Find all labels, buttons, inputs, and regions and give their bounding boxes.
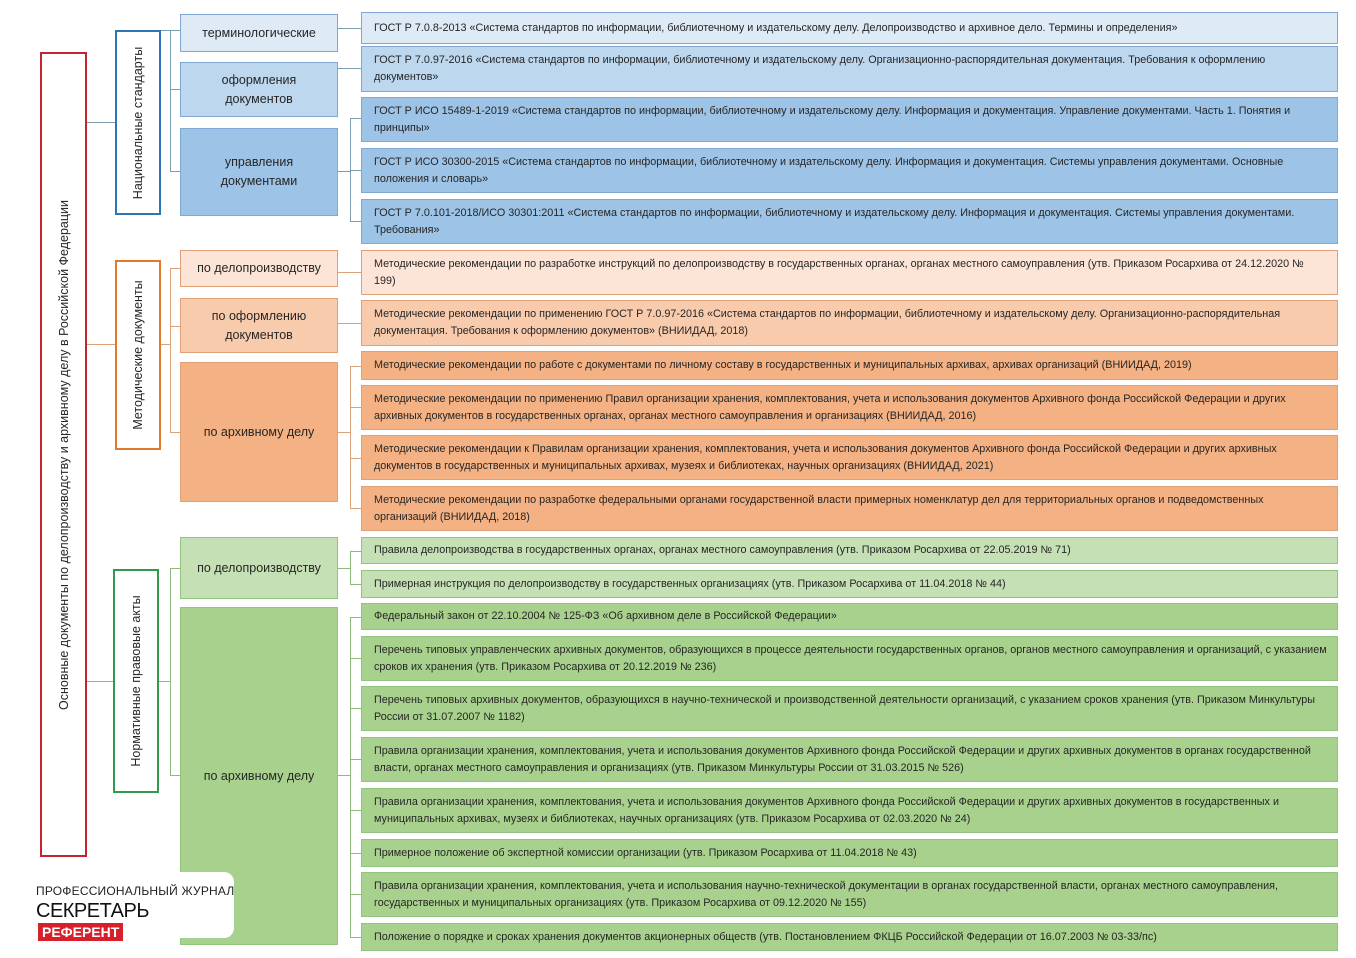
group-label: Нормативные правовые акты: [129, 595, 143, 767]
root-box: [40, 52, 87, 857]
document-text: Правила организации хранения, комплектования, учета и использования документов Архивного фонда Российской Федерации и других архивных документов в органах государственной власти, органах местного самоуправления и организациях (утв. Приказом Минкультуры России от 31.03.2015 № 526): [374, 744, 1311, 774]
connector: [350, 584, 361, 585]
category-label: по архивному делу: [203, 424, 315, 439]
category-label: по делопроизводству: [197, 560, 321, 575]
connector: [350, 617, 361, 618]
category-doc-formatting-methodical: [180, 298, 338, 353]
document-text: Примерное положение об экспертной комиссии организации (утв. Приказом Росархива от 11.04.2018 № 43): [374, 846, 917, 859]
connector: [350, 508, 361, 509]
connector: [170, 568, 171, 775]
connector: [350, 810, 361, 811]
connector: [350, 366, 361, 367]
category-label: по архивному делу: [203, 768, 315, 783]
connector: [350, 894, 361, 895]
document-text: Правила делопроизводства в государственных органах, органах местного самоуправления (утв. Приказом Росархива от 22.05.2019 № 71): [374, 544, 1071, 556]
document-text: Методические рекомендации к Правилам организации хранения, комплектования, учета и использования документов Архивного фонда Российской Федерации и других архивных документов в государственных и муниципальных архивах, музеях и библиотеках, научных организациях (ВНИИДАД, 2021): [374, 442, 1277, 472]
connector: [350, 221, 361, 222]
document-item: [361, 250, 1338, 295]
logo-badge: РЕФЕРЕНТ: [38, 923, 123, 941]
document-item: [361, 385, 1338, 430]
document-text: Примерная инструкция по делопроизводству в государственных организациях (утв. Приказом Росархива от 11.04.2018 № 44): [374, 577, 1006, 590]
connector: [338, 432, 350, 433]
document-text: Федеральный закон от 22.10.2004 № 125-ФЗ «Об архивном деле в Российской Федерации»: [374, 610, 837, 622]
document-text: ГОСТ Р 7.0.101-2018/ИСО 30301:2011 «Система стандартов по информации, библиотечному и издательскому делу. Информация и документация. Системы управления документами. Требования»: [374, 206, 1295, 236]
document-text: Положение о порядке и сроках хранения документов акционерных обществ (утв. Постановлением ФКЦБ Российской Федерации от 16.07.2003 № 03-33/пс): [374, 930, 1157, 943]
document-item: [361, 788, 1338, 833]
category-label: терминологические: [202, 25, 316, 40]
connector: [87, 344, 115, 345]
connector: [350, 708, 361, 709]
document-item: [361, 537, 1338, 564]
document-item: [361, 839, 1338, 867]
connector: [170, 89, 180, 90]
category-records-management: [180, 128, 338, 216]
document-text: ГОСТ Р ИСО 30300-2015 «Система стандартов по информации, библиотечному и издательскому делу. Информация и документация. Системы управления документами. Основные положения и словарь»: [374, 155, 1284, 185]
document-text: Методические рекомендации по разработке федеральными органами государственной власти примерных номенклатур дел для территориальных органов и подведомственных организаций (ВНИИДАД, 2018): [374, 493, 1264, 523]
connector: [350, 658, 361, 659]
logo-subtitle: ПРОФЕССИОНАЛЬНЫЙ ЖУРНАЛ: [36, 884, 235, 898]
document-text: Методические рекомендации по разработке инструкций по делопроизводству в государственных органах, органах местного самоуправления (утв. Приказом Росархива от 24.12.2020 № 199): [374, 257, 1304, 287]
connector: [338, 272, 361, 273]
document-item: [361, 435, 1338, 480]
connector: [350, 551, 361, 552]
connector: [350, 937, 361, 938]
connector: [338, 28, 361, 29]
group-legal-acts: [113, 569, 159, 793]
category-label: оформления документов: [221, 72, 297, 106]
connector: [161, 344, 170, 345]
document-text: Перечень типовых управленческих архивных документов, образующихся в процессе деятельности государственных органов, органов местного самоуправления и организаций, с указанием сроков их хранения (утв. Приказом Росархива от 20.12.2019 № 236): [374, 643, 1327, 673]
group-label: Национальные стандарты: [131, 46, 145, 199]
document-text: Правила организации хранения, комплектования, учета и использования научно-технической документации в органах государственной власти, органах местного самоуправления, государственных и муниципальных организациях (утв. Приказом Росархива от 09.12.2020 № 155): [374, 879, 1279, 909]
connector: [159, 681, 170, 682]
document-text: Правила организации хранения, комплектования, учета и использования документов Архивного фонда Российской Федерации и других архивных документов в государственных и муниципальных архивах, музеях и библиотеках, научных организациях (утв. Приказом Росархива от 02.03.2020 № 24): [374, 795, 1279, 825]
connector: [338, 323, 361, 324]
connector: [338, 68, 361, 69]
document-item: [361, 199, 1338, 244]
connector: [170, 30, 171, 172]
connector: [170, 775, 180, 776]
connector: [338, 171, 350, 172]
group-methodical-documents: [115, 260, 161, 450]
connector: [350, 551, 351, 584]
logo-wordmark: [36, 900, 234, 945]
document-text: ГОСТ Р 7.0.97-2016 «Система стандартов по информации, библиотечному и издательскому делу. Организационно-распорядительная документация. Требования к оформлению документов»: [374, 54, 1266, 83]
connector: [338, 568, 350, 569]
group-label: Методические документы: [131, 280, 145, 430]
group-national-standards: [115, 30, 161, 215]
connector: [87, 122, 115, 123]
category-formatting: [180, 62, 338, 117]
connector: [170, 268, 171, 432]
connector: [350, 617, 351, 938]
document-item: [361, 12, 1338, 44]
document-text: Методические рекомендации по применению ГОСТ Р 7.0.97-2016 «Система стандартов по информации, библиотечному и издательскому делу. Организационно-распорядительная документация. Требования к оформлению документов» (ВНИИДАД, 2018): [374, 308, 1281, 337]
category-label: по оформлению документов: [211, 308, 307, 342]
connector: [170, 171, 180, 172]
journal-logo: [22, 872, 234, 938]
category-label: по делопроизводству: [197, 261, 321, 275]
document-item: [361, 300, 1338, 346]
document-item: [361, 148, 1338, 193]
document-text: Методические рекомендации по работе с документами по личному составу в государственных и муниципальных архивах, архивах организаций (ВНИИДАД, 2019): [374, 359, 1192, 371]
document-item: [361, 686, 1338, 731]
connector: [170, 568, 180, 569]
connector: [350, 458, 361, 459]
document-item: [361, 570, 1338, 598]
category-label: управления документами: [220, 155, 298, 188]
connector: [350, 759, 361, 760]
document-text: Методические рекомендации по применению Правил организации хранения, комплектования, учета и использования документов Архивного фонда Российской Федерации и других архивных документов в государственных органах, органах местного самоуправления и организациях (ВНИИДАД, 2016): [374, 392, 1286, 422]
document-item: [361, 46, 1338, 92]
root-label: Основные документы по делопроизводству и архивному делу в Российской Федерации: [56, 199, 71, 710]
document-item: [361, 97, 1338, 142]
document-item: [361, 603, 1338, 630]
document-item: [361, 737, 1338, 782]
logo-main-text: СЕКРЕТАРЬ: [36, 900, 149, 922]
document-item: [361, 351, 1338, 380]
connector: [350, 170, 361, 171]
document-text: Перечень типовых архивных документов, образующихся в научно-технической и производственной деятельности организаций, с указанием сроков хранения (утв. Приказом Минкультуры России от 31.07.2007 № 1182): [374, 693, 1316, 723]
category-archives-methodical: [180, 362, 338, 502]
connector: [350, 853, 361, 854]
category-office-work-methodical: [180, 250, 338, 287]
category-office-work-legal: [180, 537, 338, 599]
connector: [87, 681, 113, 682]
connector: [338, 775, 350, 776]
connector: [170, 326, 180, 327]
document-item: [361, 636, 1338, 681]
document-text: ГОСТ Р ИСО 15489-1-2019 «Система стандартов по информации, библиотечному и издательскому делу. Информация и документация. Управление документами. Часть 1. Понятия и принципы»: [374, 104, 1291, 134]
document-item: [361, 486, 1338, 531]
document-item: [361, 923, 1338, 951]
connector: [350, 366, 351, 509]
connector: [350, 407, 361, 408]
document-item: [361, 872, 1338, 917]
connector: [350, 118, 361, 119]
category-terminology: [180, 14, 338, 52]
document-text: ГОСТ Р 7.0.8-2013 «Система стандартов по информации, библиотечному и издательскому делу. Делопроизводство и архивное дело. Термины и определения»: [374, 21, 1178, 34]
connector: [170, 432, 180, 433]
connector: [170, 268, 180, 269]
